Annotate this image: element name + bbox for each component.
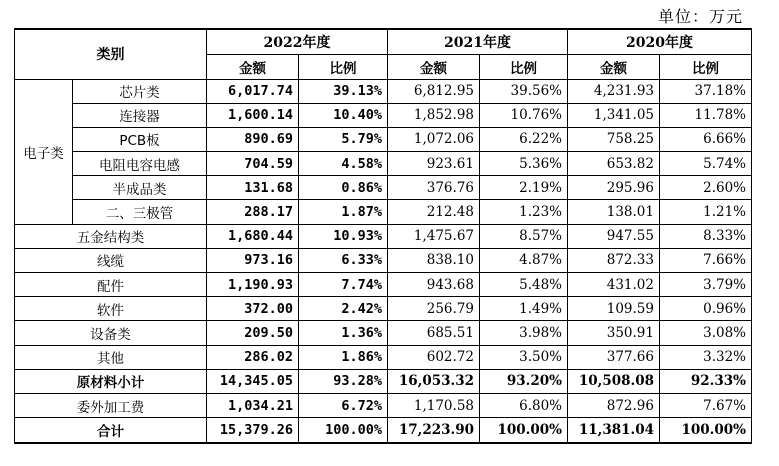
ratio-2020: 2.60% [660, 176, 752, 200]
amount-2020: 138.01 [568, 200, 660, 224]
amount-2022: 1,034.21 [207, 393, 299, 417]
amount-2020: 947.55 [568, 224, 660, 248]
ratio-2020: 7.66% [660, 248, 752, 272]
ratio-2022: 10.40% [299, 103, 388, 127]
ratio-2021: 100.00% [480, 418, 568, 443]
amount-2022: 1,680.44 [207, 224, 299, 248]
amount-2021: 923.61 [388, 152, 480, 176]
ratio-2022: 1.87% [299, 200, 388, 224]
ratio-2020: 8.33% [660, 224, 752, 248]
ratio-2020: 3.79% [660, 273, 752, 297]
ratio-2020: 3.08% [660, 321, 752, 345]
ratio-2020: 6.66% [660, 127, 752, 151]
amount-2021: 685.51 [388, 321, 480, 345]
table-row [15, 273, 752, 297]
amount-2020: 758.25 [568, 127, 660, 151]
header-amount-2020: 金额 [568, 54, 660, 79]
amount-2021: 16,053.32 [388, 369, 480, 393]
ratio-2022: 10.93% [299, 224, 388, 248]
amount-2021: 943.68 [388, 273, 480, 297]
table-row [15, 176, 752, 200]
amount-2022: 372.00 [207, 297, 299, 321]
category-label: 配件 [15, 273, 207, 297]
table-row [15, 297, 752, 321]
table-row [15, 369, 752, 393]
amount-2022: 1,600.14 [207, 103, 299, 127]
amount-2022: 973.16 [207, 248, 299, 272]
amount-2022: 14,345.05 [207, 369, 299, 393]
ratio-2020: 11.78% [660, 103, 752, 127]
amount-2020: 872.96 [568, 393, 660, 417]
table-row [15, 418, 752, 443]
table-row [15, 248, 752, 272]
ratio-2020: 37.18% [660, 79, 752, 103]
ratio-2021: 1.49% [480, 297, 568, 321]
ratio-2022: 7.74% [299, 273, 388, 297]
category-label: 连接器 [73, 103, 207, 127]
ratio-2021: 5.48% [480, 273, 568, 297]
header-ratio-2020: 比例 [660, 54, 752, 79]
ratio-2021: 39.56% [480, 79, 568, 103]
amount-2021: 602.72 [388, 345, 480, 369]
table-row [15, 345, 752, 369]
amount-2021: 838.10 [388, 248, 480, 272]
header-amount-2021: 金额 [388, 54, 480, 79]
ratio-2021: 3.98% [480, 321, 568, 345]
table-row [15, 127, 752, 151]
category-label: 芯片类 [73, 79, 207, 103]
amount-2021: 1,170.58 [388, 393, 480, 417]
amount-2022: 6,017.74 [207, 79, 299, 103]
ratio-2022: 2.42% [299, 297, 388, 321]
ratio-2021: 4.87% [480, 248, 568, 272]
table-row [15, 321, 752, 345]
ratio-2022: 6.72% [299, 393, 388, 417]
ratio-2022: 5.79% [299, 127, 388, 151]
ratio-2022: 1.86% [299, 345, 388, 369]
amount-2022: 890.69 [207, 127, 299, 151]
category-label: 合计 [15, 418, 207, 443]
ratio-2020: 5.74% [660, 152, 752, 176]
table-row [15, 200, 752, 224]
header-year-2020: 2020年度 [568, 29, 752, 54]
ratio-2021: 2.19% [480, 176, 568, 200]
ratio-2022: 93.28% [299, 369, 388, 393]
ratio-2022: 1.36% [299, 321, 388, 345]
category-label: 其他 [15, 345, 207, 369]
category-label: 线缆 [15, 248, 207, 272]
amount-2021: 6,812.95 [388, 79, 480, 103]
ratio-2021: 5.36% [480, 152, 568, 176]
category-label: 二、三极管 [73, 200, 207, 224]
ratio-2022: 4.58% [299, 152, 388, 176]
category-label: PCB板 [73, 127, 207, 151]
ratio-2021: 8.57% [480, 224, 568, 248]
ratio-2020: 0.96% [660, 297, 752, 321]
amount-2020: 350.91 [568, 321, 660, 345]
ratio-2022: 100.00% [299, 418, 388, 443]
ratio-2020: 100.00% [660, 418, 752, 443]
group-label-electronics: 电子类 [15, 79, 73, 224]
category-label: 电阻电容电感 [73, 152, 207, 176]
amount-2021: 1,072.06 [388, 127, 480, 151]
table-row [15, 224, 752, 248]
ratio-2021: 3.50% [480, 345, 568, 369]
ratio-2020: 92.33% [660, 369, 752, 393]
amount-2021: 212.48 [388, 200, 480, 224]
ratio-2022: 6.33% [299, 248, 388, 272]
amount-2021: 17,223.90 [388, 418, 480, 443]
table-row [15, 152, 752, 176]
ratio-2021: 93.20% [480, 369, 568, 393]
amount-2022: 1,190.93 [207, 273, 299, 297]
unit-label: 单位：万元 [657, 7, 743, 26]
category-label: 原材料小计 [15, 369, 207, 393]
header-amount-2022: 金额 [207, 54, 299, 79]
ratio-2022: 0.86% [299, 176, 388, 200]
category-label: 设备类 [15, 321, 207, 345]
header-year-2022: 2022年度 [207, 29, 388, 54]
ratio-2021: 1.23% [480, 200, 568, 224]
category-label: 半成品类 [73, 176, 207, 200]
ratio-2021: 6.80% [480, 393, 568, 417]
amount-2022: 15,379.26 [207, 418, 299, 443]
amount-2020: 10,508.08 [568, 369, 660, 393]
cost-breakdown-table [14, 28, 752, 444]
amount-2020: 653.82 [568, 152, 660, 176]
ratio-2022: 39.13% [299, 79, 388, 103]
amount-2020: 377.66 [568, 345, 660, 369]
header-category: 类别 [15, 29, 207, 79]
amount-2020: 431.02 [568, 273, 660, 297]
amount-2022: 704.59 [207, 152, 299, 176]
amount-2021: 256.79 [388, 297, 480, 321]
table-row [15, 393, 752, 417]
ratio-2021: 6.22% [480, 127, 568, 151]
amount-2022: 288.17 [207, 200, 299, 224]
ratio-2020: 1.21% [660, 200, 752, 224]
amount-2020: 4,231.93 [568, 79, 660, 103]
amount-2020: 11,381.04 [568, 418, 660, 443]
category-label: 五金结构类 [15, 224, 207, 248]
category-label: 委外加工费 [15, 393, 207, 417]
amount-2022: 286.02 [207, 345, 299, 369]
ratio-2020: 7.67% [660, 393, 752, 417]
ratio-2020: 3.32% [660, 345, 752, 369]
amount-2021: 376.76 [388, 176, 480, 200]
ratio-2021: 10.76% [480, 103, 568, 127]
amount-2022: 131.68 [207, 176, 299, 200]
header-year-2021: 2021年度 [388, 29, 568, 54]
amount-2021: 1,475.67 [388, 224, 480, 248]
header-row-years [15, 29, 752, 54]
category-label: 软件 [15, 297, 207, 321]
amount-2020: 109.59 [568, 297, 660, 321]
amount-2020: 295.96 [568, 176, 660, 200]
header-ratio-2021: 比例 [480, 54, 568, 79]
table-row [15, 79, 752, 103]
header-ratio-2022: 比例 [299, 54, 388, 79]
table-row [15, 103, 752, 127]
amount-2022: 209.50 [207, 321, 299, 345]
amount-2021: 1,852.98 [388, 103, 480, 127]
amount-2020: 872.33 [568, 248, 660, 272]
amount-2020: 1,341.05 [568, 103, 660, 127]
